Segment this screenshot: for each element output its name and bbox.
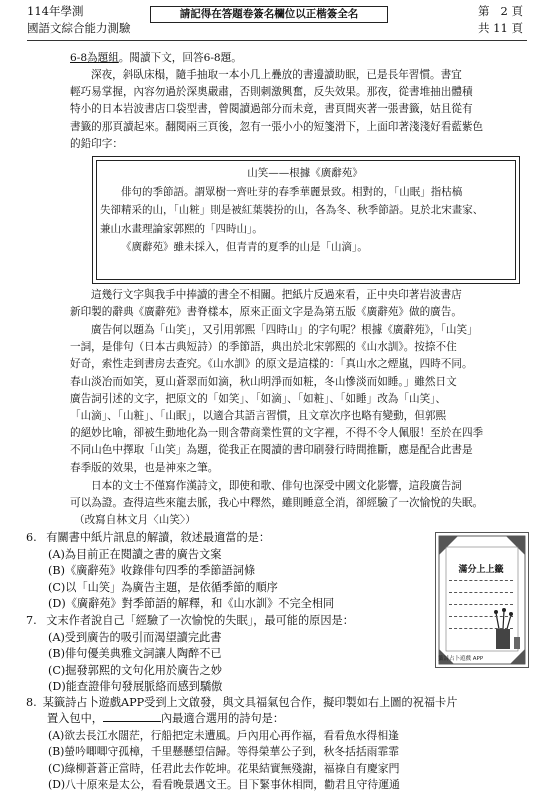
card-line (449, 592, 513, 593)
option-d[interactable]: (D)能查證俳句發展脈絡而感到驕傲 (48, 679, 223, 693)
option-a[interactable]: (A)受到廣告的吸引而渴望讀完此書 (48, 631, 222, 644)
option-a[interactable]: (A)為目前正在閱讀之書的廣告文案 (48, 548, 222, 561)
p3-line: 不同山色中擇取「山笑」為題，從我正在閱讀的書印刷發行時間推斷，應是配合此書是 (70, 444, 473, 457)
page-no: 2 (500, 4, 508, 18)
note-line: 《廣辭苑》雖未採入，但青青的夏季的山是「山滴」。 (121, 241, 368, 253)
p3-line: 春季版的效果，也是神來之筆。 (70, 461, 219, 474)
option-b[interactable]: (B)俳句優美典雅文詞讓人陶醉不已 (48, 647, 222, 661)
page-unit-b: 頁 (511, 21, 523, 35)
header-rule (27, 40, 527, 41)
question-number: 6. (26, 531, 37, 544)
option-c[interactable]: (C)以「山笑」為廣告主題，是依循季節的順序 (48, 580, 278, 594)
question-8 (26, 695, 526, 727)
note-title: 山笑——根據《廣辭苑》 (247, 167, 363, 179)
option-b[interactable]: (B)《廣辭苑》收錄俳句四季的季節語詞條 (48, 564, 256, 578)
subject-title: 國語文綜合能力測驗 (27, 21, 131, 35)
question-stem: 文末作者說自己「經驗了一次愉悅的失眠」，最可能的原因是： (46, 614, 354, 627)
page-label-a: 第 (478, 4, 490, 18)
card-line (449, 604, 513, 605)
p3-line: 的絕妙比喻，卻被生動地化為一則含帶商業性質的文字裡，不得不令人佩服！至於在四季 (70, 427, 484, 440)
card-line (449, 580, 513, 581)
passage-paragraph-1 (70, 67, 526, 153)
answer-blank (103, 711, 161, 722)
p1-line: 深夜，斜臥床榻，隨手抽取一本小几上疊放的書邊讀助眠，已是長年習慣。書宜 (91, 69, 462, 81)
note-card-text (100, 164, 510, 257)
exam-year: 114年學測 (27, 4, 84, 18)
passage-paragraph-4 (70, 478, 526, 530)
question-stem: 某籤詩占卜遊戲APP受到上文啟發，與文具福氣包合作，擬印製如右上圖的祝福卡片 (42, 696, 458, 709)
option-c[interactable]: (C)掘發郭熙的文句化用於廣告之妙 (48, 663, 222, 677)
option-c[interactable]: (C)綠柳蒼蒼正當時，任君此去作乾坤。花果結實無殘謝，福祿自有慶家門 (48, 761, 400, 775)
p2-line: 這幾行文字與我手中捧讀的書全不相關。把紙片反過來看，正中央印著岩波書店 (91, 289, 462, 301)
note-line: 俳句的季節語。謂眾樹一齊吐芽的春季華麗景致。相對的，「山眠」指枯槁 (121, 185, 463, 198)
question-number: 8. (26, 696, 37, 709)
p4-line: 可以為證。查得這些來龍去脈，我心中釋然，雖則睡意全消，卻經驗了一次愉悅的失眠。 (70, 497, 484, 510)
question-stem: 有關書中紙片訊息的解讀，敘述最適當的是： (46, 531, 271, 544)
signature-notice: 請記得在答題卷簽名欄位以正楷簽全名 (150, 6, 388, 23)
passage-paragraph-3 (70, 322, 526, 477)
page-label-b: 共 (478, 21, 490, 35)
p2-line: 新印製的辭典《廣辭苑》書脊樣本，原來正面文字是為第五版《廣辭苑》做的廣告。 (70, 306, 462, 319)
question-stem-cont: 置入包中， (47, 712, 103, 726)
question-number: 7. (26, 614, 37, 627)
p3-line: 廣告何以題為「山笑」，又引用郭熙「四時山」的字句呢？根據《廣辭苑》，「山笑」 (91, 324, 478, 336)
question-8-options (48, 728, 400, 793)
question-6-options (48, 547, 334, 612)
p3-line: 春山淡冶而如笑，夏山蒼翠而如滴，秋山明淨而如粧，冬山慘淡而如睡。」雖然日文 (70, 375, 457, 388)
question-stem-end: 內最適合選用的詩句是： (160, 712, 285, 726)
blessing-card (435, 532, 529, 668)
p1-line: 輕巧易掌握，內容勿過於深奧嚴肅，否則刺激興奮，反失效果。那夜，從書堆抽出體積 (70, 86, 473, 99)
question-7-options (48, 630, 222, 695)
card-brand: 籤詩占卜遊戲 APP (438, 656, 484, 662)
option-b[interactable]: (B)螢吟唧唧守孤樟，千里懸懸望信歸。等得榮華公子到，秋冬括括雨霏霏 (48, 745, 400, 759)
option-d[interactable]: (D)八十原來是太公，看看晚景遇文王。目下緊事休相問，勸君且守待運通 (48, 777, 400, 791)
group-tail: 。閱讀下文，回答6-8題。 (118, 52, 242, 64)
page-total (478, 21, 523, 35)
passage-paragraph-2 (70, 287, 526, 321)
p1-line: 書籤的那頁讀起來。翻閱兩三頁後，忽有一張小小的短箋滑下，上面印著淺淺好看藍紫色 (70, 120, 484, 133)
p3-line: 一詞，是俳句（日本古典短詩）的季節語，典出於北宋郭熙的《山水訓》。按捺不住 (70, 341, 457, 354)
option-d[interactable]: (D)《廣辭苑》對季節語的解釋，和《山水訓》不完全相同 (48, 596, 335, 610)
page-total-no: 11 (493, 21, 508, 35)
p4-line: 日本的文士不僅寫作漢詩文，即使和歌、俳句也深受中國文化影響，這段廣告詞 (91, 480, 462, 492)
passage-source: （改寫自林文月〈山笑〉） (74, 514, 196, 527)
p1-line: 特小的日本岩波書店口袋型書，曾閱讀過部分而未竟，書頁間夾著一張書籤，姑且從有 (70, 103, 473, 116)
card-line (449, 616, 513, 617)
question-7 (26, 613, 354, 629)
group-head: 6-8為題組 (70, 52, 119, 64)
note-line: 兼山水畫理論家郭熙的「四時山」。 (100, 222, 263, 235)
card-illustration (436, 533, 528, 667)
p3-line: 廣告詞引述的文字，把原文的「如笑」、「如滴」、「如粧」、「如睡」改為「山笑」、 (70, 392, 447, 405)
question-group-heading (70, 50, 242, 66)
card-line (449, 628, 513, 629)
p3-line: 「山滴」、「山粧」、「山眠」，以適合其語言習慣，且文章次序也略有變動，但郭熙 (70, 410, 447, 423)
page-unit-a: 頁 (511, 4, 523, 18)
option-a[interactable]: (A)欲去長江水闊茫，行船把定未遭風。戶內用心再作福，看看魚水得相逢 (48, 729, 399, 742)
p3-line: 好奇，索性走到書房去查究。《山水訓》的原文是這樣的：「真山水之煙嵐，四時不同。 (70, 358, 473, 371)
question-6 (26, 530, 270, 546)
card-title: 滿分上上籤 (458, 565, 504, 575)
note-line: 失卻精采的山，「山粧」則是被紅葉裝扮的山，各為冬、秋季節語。見於北宋畫家、 (100, 204, 484, 216)
page-number (478, 4, 523, 18)
p1-line: 的鉛印字： (70, 137, 123, 150)
